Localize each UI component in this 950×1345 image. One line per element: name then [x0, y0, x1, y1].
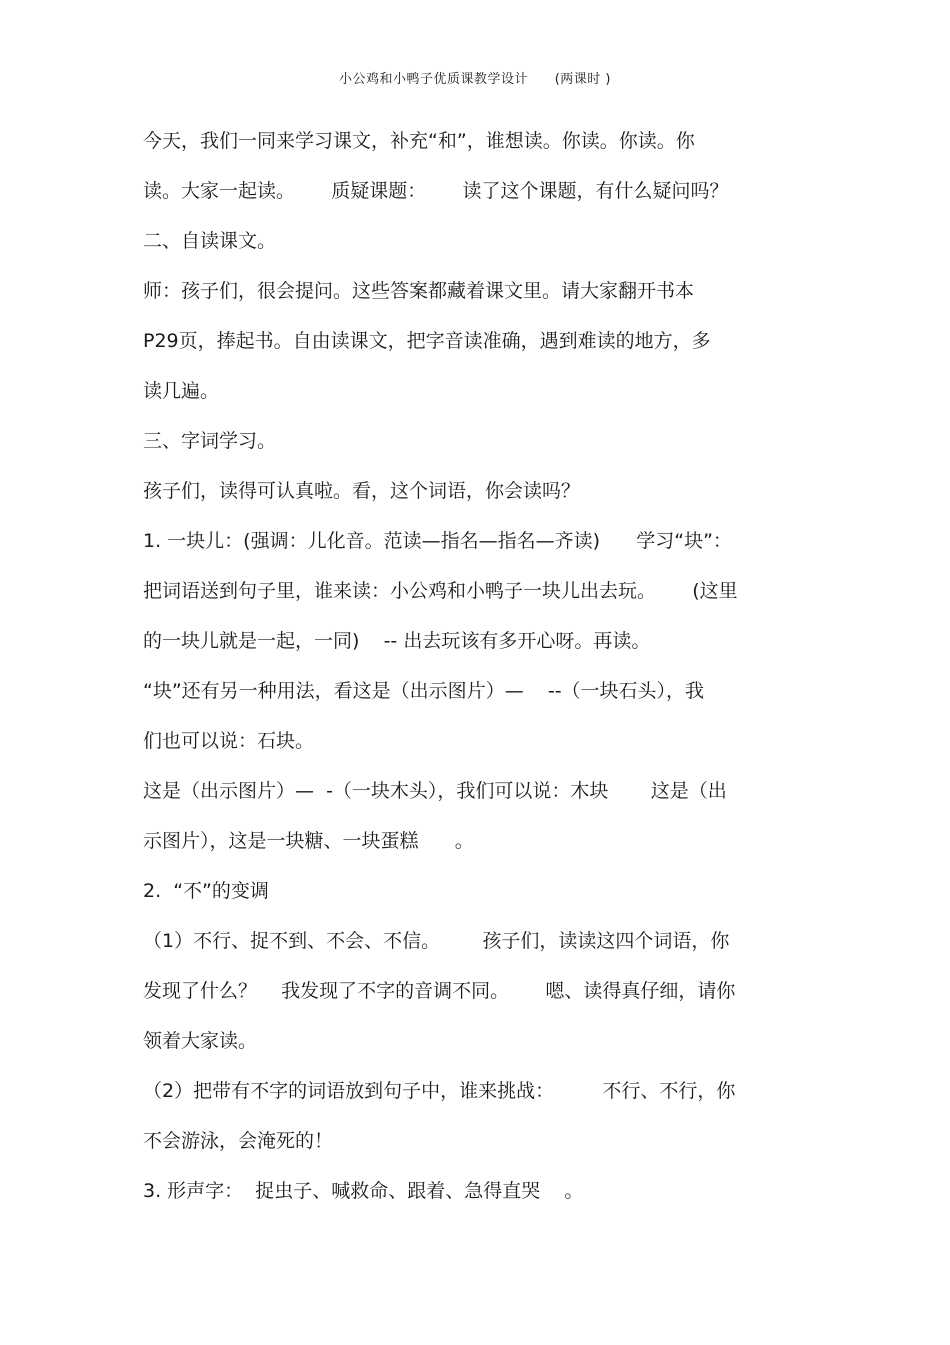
- document-title: 小公鸡和小鸭子优质课教学设计: [339, 72, 529, 87]
- text-line: 不会游泳，会淹死的！: [143, 1130, 334, 1152]
- text-line: 孩子们，读得可认真啦。看，这个词语，你会读吗？: [143, 480, 581, 502]
- text-line: 读几遍。: [143, 380, 220, 402]
- text-line: 们也可以说：石块。: [143, 730, 315, 752]
- text-line: 示图片），这是一块糖、一块蛋糕 。: [143, 830, 474, 852]
- text-line: （2）把带有不字的词语放到句子中，谁来挑战： 不行、不行，你: [143, 1080, 736, 1102]
- text-line: 今天，我们一同来学习课文，补充“和”，谁想读。你读。你读。你: [143, 130, 695, 152]
- section-heading: 二、自读课文。: [143, 230, 277, 252]
- text-line: 发现了什么？ 我发现了不字的音调不同。 嗯、读得真仔细，请你: [143, 980, 736, 1002]
- text-line: “块”还有另一种用法，看这是（出示图片）— --（一块石头），我: [143, 680, 705, 702]
- section-heading: 三、字词学习。: [143, 430, 277, 452]
- text-line: 这是（出示图片）— -（一块木头），我们可以说：木块 这是（出: [143, 780, 727, 802]
- subsection-heading: 2. “不”的变调: [143, 880, 269, 902]
- page-header: [0, 68, 950, 87]
- text-line: （1）不行、捉不到、不会、不信。 孩子们，读读这四个词语，你: [143, 930, 730, 952]
- document-body: [143, 122, 808, 1222]
- text-line: 的一块儿就是一起，一同) -- 出去玩该有多开心呀。再读。: [143, 630, 651, 652]
- text-line: 师：孩子们，很会提问。这些答案都藏着课文里。请大家翻开书本: [143, 280, 695, 302]
- text-line: 把词语送到句子里，谁来读：小公鸡和小鸭子一块儿出去玩。 (这里: [143, 580, 738, 602]
- text-line: 读。大家一起读。 质疑课题： 读了这个课题，有什么疑问吗？: [143, 180, 729, 202]
- text-line: 1. 一块儿：(强调：儿化音。范读—指名—指名—齐读) 学习“块”：: [143, 530, 732, 552]
- document-subtitle: (两课时 ): [554, 72, 611, 87]
- text-line: 3. 形声字： 捉虫子、喊救命、跟着、急得直哭 。: [143, 1180, 584, 1202]
- text-line: P29页，捧起书。自由读课文，把字音读准确，遇到难读的地方，多: [143, 330, 711, 352]
- text-line: 领着大家读。: [143, 1030, 258, 1052]
